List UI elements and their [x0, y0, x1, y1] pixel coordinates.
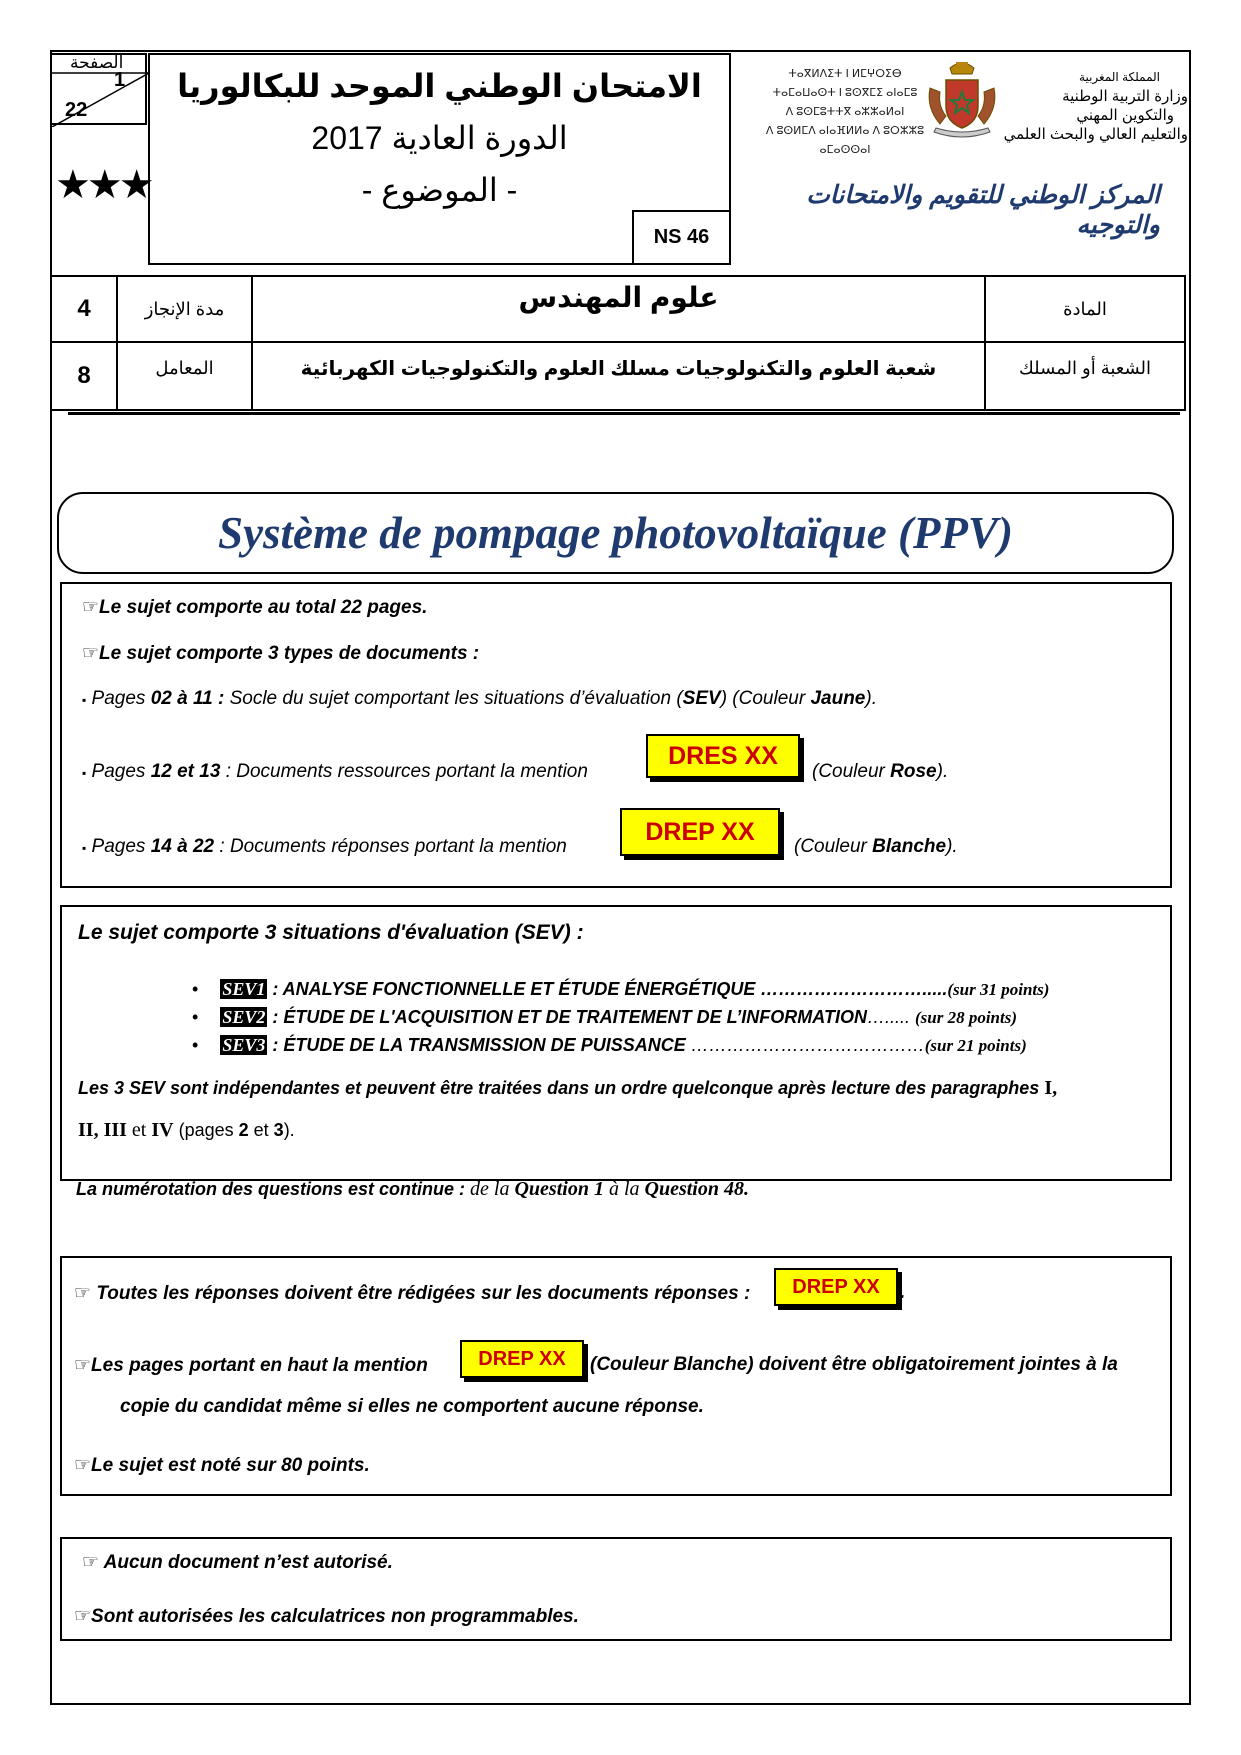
pointing-hand-icon: ☞	[82, 1552, 100, 1573]
page-label: الصفحة	[70, 53, 124, 72]
sev-paragraph-cont: II, III et IV (pages 2 et 3).	[78, 1119, 295, 1141]
calculator-line: ☞Sont autorisées les calculatrices non programmables.	[74, 1606, 579, 1627]
answers-line: ▪ Pages 14 à 22 : Documents réponses portant la mention	[82, 836, 567, 857]
drep-tag: DREP XX	[620, 808, 780, 856]
sev-paragraph: Les 3 SEV sont indépendantes et peuvent être traitées dans un ordre quelconque après lecture des paragraphes I,	[78, 1077, 1058, 1099]
sev-item: • SEV3 : ÉTUDE DE LA TRANSMISSION DE PUISSANCE …………………………………(sur 21 points)	[192, 1035, 1027, 1055]
bullet-icon: •	[192, 1035, 199, 1055]
numbering-line: La numérotation des questions est continue : de la Question 1 à la Question 48.	[76, 1178, 749, 1200]
coefficient-label: المعامل	[155, 357, 214, 378]
pointing-hand-icon: ☞	[74, 1606, 92, 1627]
duration-label: مدة الإنجاز	[144, 298, 225, 319]
branch-label: الشعبة أو المسلك	[1018, 357, 1152, 378]
dres-tag: DRES XX	[646, 734, 800, 778]
session: الدورة العادية 2017	[311, 120, 568, 156]
ministry-line: والتكوين المهني	[1076, 107, 1174, 124]
branch-value: شعبة العلوم والتكنولوجيات مسلك العلوم والتكنولوجيات الكهربائية	[300, 357, 937, 380]
sev-item: • SEV2 : ÉTUDE DE L'ACQUISITION ET DE TRAITEMENT DE L’INFORMATION…..... (sur 28 points)	[192, 1007, 1017, 1027]
duration-value: 4	[77, 295, 91, 322]
document-title: Système de pompage photovoltaïque (PPV)	[57, 492, 1174, 574]
join-instruction-cont: (Couleur Blanche) doivent être obligatoirement jointes à la	[590, 1354, 1118, 1375]
document-types-box	[60, 582, 1172, 888]
tifinagh-ministry	[740, 65, 950, 160]
exam-code: NS 46	[632, 210, 731, 265]
bullet-icon: •	[192, 979, 199, 999]
separator-rule	[68, 412, 1180, 415]
drep-tag: DREP XX	[460, 1340, 584, 1378]
tifinagh-line: ⵜⴰⵎⴰⵡⴰⵙⵜ ⵏ ⵓⵙⴳⵎⵉ ⴰⵏⴰⵎⵓ	[772, 87, 918, 99]
coefficient-value: 8	[77, 362, 91, 389]
join-instruction-cont2: copie du candidat même si elles ne comportent aucune réponse.	[120, 1396, 704, 1417]
subject-value: علوم المهندس	[518, 281, 719, 313]
ministry-line: وزارة التربية الوطنية	[1062, 88, 1188, 105]
page-number-box	[50, 53, 147, 125]
center-name: المركز الوطني للتقويم والامتحانات والتوجيه	[806, 181, 1160, 239]
bullet-icon: •	[192, 1007, 199, 1027]
answers-instruction: ☞ Toutes les réponses doivent être rédigées sur les documents réponses :	[74, 1283, 751, 1304]
coat-of-arms-icon	[922, 58, 1002, 142]
square-bullet-icon: ▪	[82, 841, 87, 855]
authorization-box	[60, 1537, 1172, 1641]
pointing-hand-icon: ☞	[74, 1355, 92, 1376]
ministry-line: المملكة المغربية	[1079, 70, 1160, 84]
grading-line: ☞Le sujet est noté sur 80 points.	[74, 1455, 370, 1476]
pointing-hand-icon: ☞	[82, 597, 100, 618]
answers-color: (Couleur Blanche).	[794, 836, 958, 857]
tifinagh-line: ⴷ ⵓⵙⵎⵓⵜⵜⴳ ⴰⵣⵣⴰⵍⴰⵏ	[785, 106, 905, 118]
period: .	[900, 1282, 906, 1303]
sev-heading: Le sujet comporte 3 situations d'évaluation (SEV) :	[78, 921, 584, 944]
resources-line: ▪ Pages 12 et 13 : Documents ressources portant la mention	[82, 761, 588, 782]
difficulty-stars: ★★★	[55, 163, 151, 207]
resources-color: (Couleur Rose).	[812, 761, 949, 782]
sev-box	[60, 905, 1172, 1181]
drep-tag: DREP XX	[774, 1268, 898, 1306]
subject-label: - الموضوع -	[361, 172, 518, 208]
doc-types-line: ☞Le sujet comporte 3 types de documents :	[82, 643, 480, 664]
no-documents-line: ☞ Aucun document n’est autorisé.	[82, 1552, 393, 1573]
pointing-hand-icon: ☞	[82, 643, 100, 664]
page-number: 1	[114, 69, 126, 91]
info-table	[50, 275, 1186, 411]
ministry-name	[1000, 68, 1188, 144]
join-instruction: ☞Les pages portant en haut la mention	[74, 1355, 428, 1376]
instructions-box	[60, 1256, 1172, 1496]
square-bullet-icon: ▪	[82, 693, 87, 707]
ministry-line: والتعليم العالي والبحث العلمي	[1003, 126, 1188, 143]
pointing-hand-icon: ☞	[74, 1283, 92, 1304]
square-bullet-icon: ▪	[82, 766, 87, 780]
subject-field-label: المادة	[1063, 298, 1107, 319]
pointing-hand-icon: ☞	[74, 1455, 92, 1476]
socle-line: ▪ Pages 02 à 11 : Socle du sujet comportant les situations d’évaluation (SEV) (Couleur Jaune).	[82, 688, 877, 709]
pages-total-line: ☞Le sujet comporte au total 22 pages.	[82, 597, 428, 618]
tifinagh-line: ⴷ ⵓⵙⵍⵎⴷ ⴰⵏⴰⴼⵍⵍⴰ ⴷ ⵓⵔⵣⵣⵓ ⴰⵎⴰⵙⵙⴰⵏ	[765, 125, 925, 156]
exam-title: الامتحان الوطني الموحد للبكالوريا	[177, 68, 702, 104]
sev-item: • SEV1 : ANALYSE FONCTIONNELLE ET ÉTUDE ÉNERGÉTIQUE ……………………….....(sur 31 points)	[192, 979, 1050, 999]
page-total: 22	[65, 99, 88, 121]
tifinagh-line: ⵜⴰⴳⵍⴷⵉⵜ ⵏ ⵍⵎⵖⵔⵉⴱ	[788, 68, 902, 80]
